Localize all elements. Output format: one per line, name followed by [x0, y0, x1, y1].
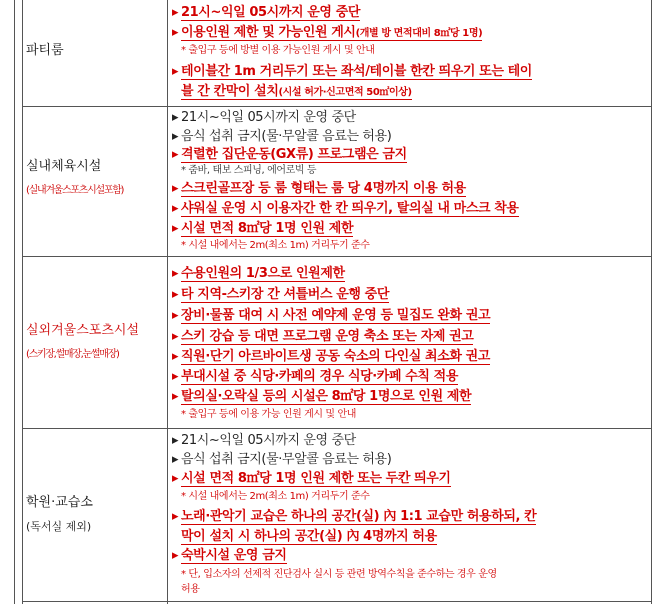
rule-note: * 출입구 등에 이용 가능 인원 게시 및 안내: [181, 409, 356, 420]
rule-line: ▸ 장비·물품 대여 시 사전 예약제 운영 등 밀집도 완화 권고: [172, 308, 491, 323]
rule-line-continued: 블 간 칸막이 설치(시설 허가·신고면적 50㎡이상): [181, 84, 412, 99]
rule-line: ▸ 숙박시설 운영 금지: [172, 548, 287, 563]
rule-note: * 단, 입소자의 선제적 진단검사 실시 등 관련 방역수칙을 준수하는 경우 운영: [181, 569, 497, 580]
rule-line-continued: 막이 설치 시 하나의 공간(실) 內 4명까지 허용: [181, 529, 437, 544]
rule-line: ▸ 수용인원의 1/3으로 인원제한: [172, 266, 345, 281]
rule-line: ▸ 격렬한 집단운동(GX류) 프로그램은 금지: [172, 147, 407, 162]
table-border-inner: [22, 0, 23, 604]
row-divider: [22, 256, 652, 257]
category-subtitle: (실내겨울스포츠시설포함): [26, 185, 124, 196]
rule-line: ▸ 타 지역-스키장 간 셔틀버스 운행 중단: [172, 287, 389, 302]
rule-note: * 줌바, 태보 스피닝, 에어로빅 등: [181, 165, 317, 176]
rule-line: ▸ 테이블간 1m 거리두기 또는 좌석/테이블 한칸 띄우기 또는 테이: [172, 64, 532, 79]
column-divider: [167, 0, 168, 604]
rule-note: * 시설 내에서는 2m(최소 1m) 거리두기 준수: [181, 240, 370, 251]
rule-line: ▸ 21시~익일 05시까지 운영 중단: [172, 5, 361, 20]
rule-line: ▸ 21시~익일 05시까지 운영 중단: [172, 110, 356, 125]
category-subtitle: (독서실 제외): [26, 520, 92, 533]
category-indoor-sports: 실내체육시설 (실내겨울스포츠시설포함): [26, 158, 123, 200]
rule-line: ▸ 스키 강습 등 대면 프로그램 운영 축소 또는 자제 권고: [172, 329, 474, 344]
rule-line: ▸ 시설 면적 8㎡당 1명 인원 제한: [172, 221, 354, 236]
category-subtitle: (스키장,썰매장,눈썰매장): [26, 349, 119, 360]
rule-line: ▸ 노래·관악기 교습은 하나의 공간(실) 內 1:1 교습만 허용하되, 칸: [172, 509, 537, 524]
rule-line: ▸ 탈의실·오락실 등의 시설은 8㎡당 1명으로 인원 제한: [172, 389, 472, 404]
rule-note: * 시설 내에서는 2m(최소 1m) 거리두기 준수: [181, 491, 370, 502]
rule-line: ▸ 부대시설 중 식당·카페의 경우 식당·카페 수칙 적용: [172, 369, 458, 384]
rule-line: ▸ 스크린골프장 등 룸 형태는 룸 당 4명까지 이용 허용: [172, 181, 466, 196]
rule-note-continued: 허용: [181, 584, 200, 595]
rule-line: ▸ 이용인원 제한 및 가능인원 게시(개별 방 면적대비 8㎡당 1명): [172, 25, 483, 40]
category-academy: 학원·교습소 (독서실 제외): [26, 494, 93, 536]
row-divider: [22, 106, 652, 107]
category-party-room: 파티룸: [26, 43, 64, 58]
rule-line: ▸ 직원·단기 아르바이트생 공동 숙소의 다인실 최소화 권고: [172, 349, 490, 364]
category-outdoor-winter-sports: 실외겨울스포츠시설 (스키장,썰매장,눈썰매장): [26, 322, 139, 364]
rule-line: ▸ 음식 섭취 금지(물·무알콜 음료는 허용): [172, 129, 392, 144]
rule-note: * 출입구 등에 방별 이용 가능인원 게시 및 안내: [181, 45, 375, 56]
row-divider: [22, 601, 652, 602]
rule-line: ▸ 샤워실 운영 시 이용자간 한 칸 띄우기, 탈의실 내 마스크 착용: [172, 201, 519, 216]
rule-line: ▸ 음식 섭취 금지(물·무알콜 음료는 허용): [172, 452, 392, 467]
row-divider: [22, 428, 652, 429]
rule-line: ▸ 시설 면적 8㎡당 1명 인원 제한 또는 두칸 띄우기: [172, 471, 451, 486]
rule-line: ▸ 21시~익일 05시까지 운영 중단: [172, 433, 356, 448]
table-border-left: [14, 0, 15, 604]
